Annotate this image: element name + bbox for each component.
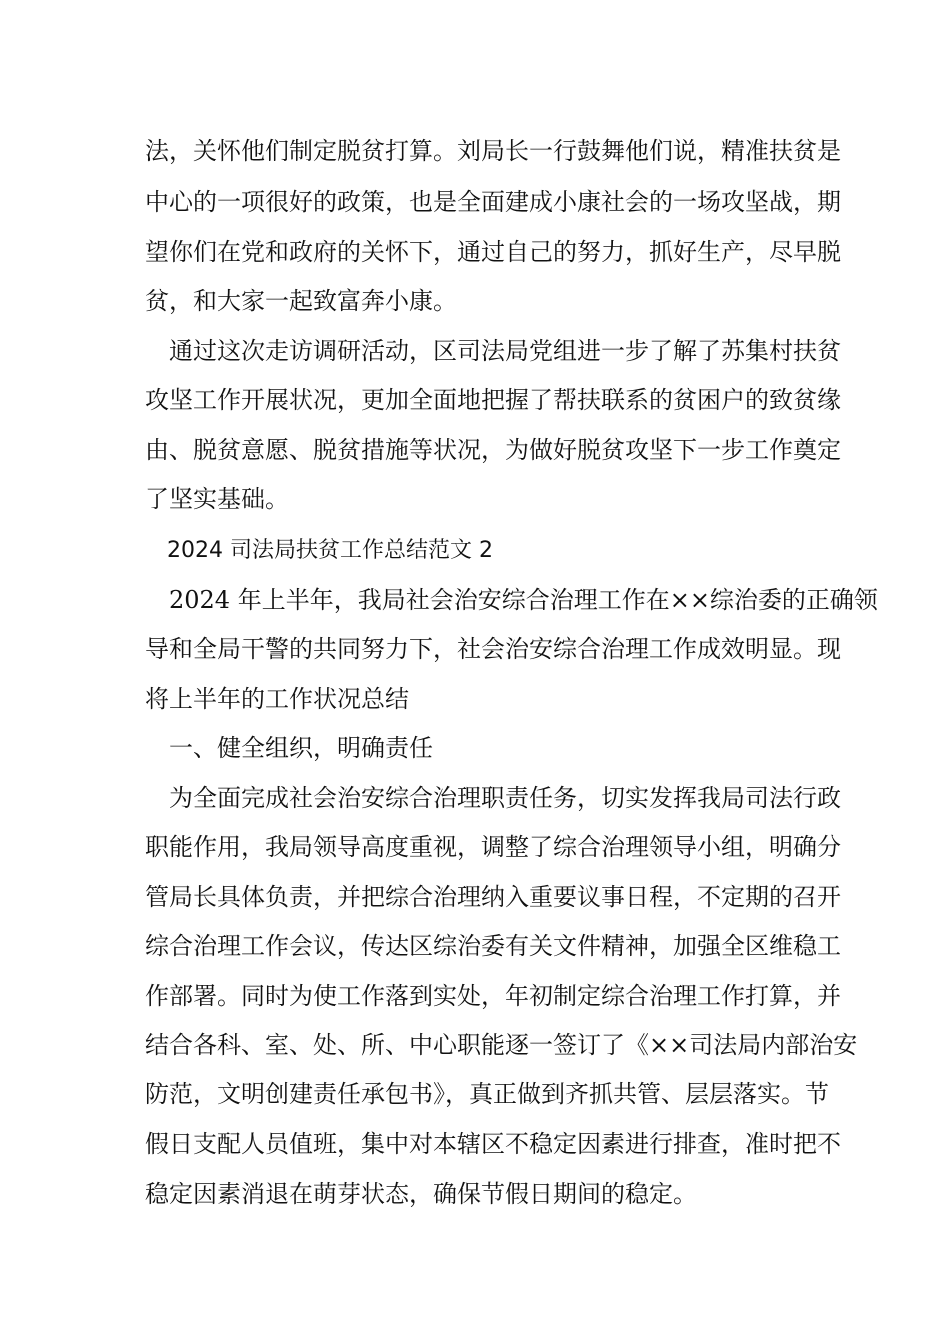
paragraph-3-line-2: 导和全局干警的共同努力下，社会治安综合治理工作成效明显。现 <box>145 635 841 663</box>
paragraph-2-line-2: 攻坚工作开展状况，更加全面地把握了帮扶联系的贫困户的致贫缘 <box>145 386 841 414</box>
paragraph-4-line-8: 假日支配人员值班，集中对本辖区不稳定因素进行排查，准时把不 <box>145 1130 841 1158</box>
section-1-title: 一、健全组织，明确责任 <box>145 734 433 762</box>
paragraph-4-line-7: 防范，文明创建责任承包书》，真正做到齐抓共管、层层落实。节 <box>145 1080 829 1108</box>
paragraph-1-line-3: 望你们在党和政府的关怀下，通过自己的努力，抓好生产，尽早脱 <box>145 238 841 266</box>
paragraph-1-line-1: 法，关怀他们制定脱贫打算。刘局长一行鼓舞他们说，精准扶贫是 <box>145 137 841 165</box>
paragraph-4-line-6: 结合各科、室、处、所、中心职能逐一签订了《××司法局内部治安 <box>145 1031 858 1059</box>
paragraph-4-line-4: 综合治理工作会议，传达区综治委有关文件精神，加强全区维稳工 <box>145 932 841 960</box>
paragraph-4-line-5: 作部署。同时为使工作落到实处，年初制定综合治理工作打算，并 <box>145 982 841 1010</box>
paragraph-1-line-2: 中心的一项很好的政策，也是全面建成小康社会的一场攻坚战，期 <box>145 188 841 216</box>
section-heading: 2024 司法局扶贫工作总结范文 2 <box>145 538 493 563</box>
paragraph-2-line-1: 通过这次走访调研活动，区司法局党组进一步了解了苏集村扶贫 <box>145 337 841 365</box>
paragraph-3-line-3: 将上半年的工作状况总结 <box>145 685 409 713</box>
paragraph-2-line-4: 了坚实基础。 <box>145 485 289 513</box>
paragraph-3-line-1: 2024 年上半年，我局社会治安综合治理工作在××综治委的正确领 <box>145 586 878 614</box>
paragraph-1-line-4: 贫，和大家一起致富奔小康。 <box>145 287 457 315</box>
paragraph-4-line-3: 管局长具体负责，并把综合治理纳入重要议事日程，不定期的召开 <box>145 883 841 911</box>
paragraph-4-line-9: 稳定因素消退在萌芽状态，确保节假日期间的稳定。 <box>145 1180 697 1208</box>
paragraph-2-line-3: 由、脱贫意愿、脱贫措施等状况，为做好脱贫攻坚下一步工作奠定 <box>145 436 841 464</box>
paragraph-4-line-2: 职能作用，我局领导高度重视，调整了综合治理领导小组，明确分 <box>145 833 841 861</box>
paragraph-4-line-1: 为全面完成社会治安综合治理职责任务，切实发挥我局司法行政 <box>145 784 841 812</box>
